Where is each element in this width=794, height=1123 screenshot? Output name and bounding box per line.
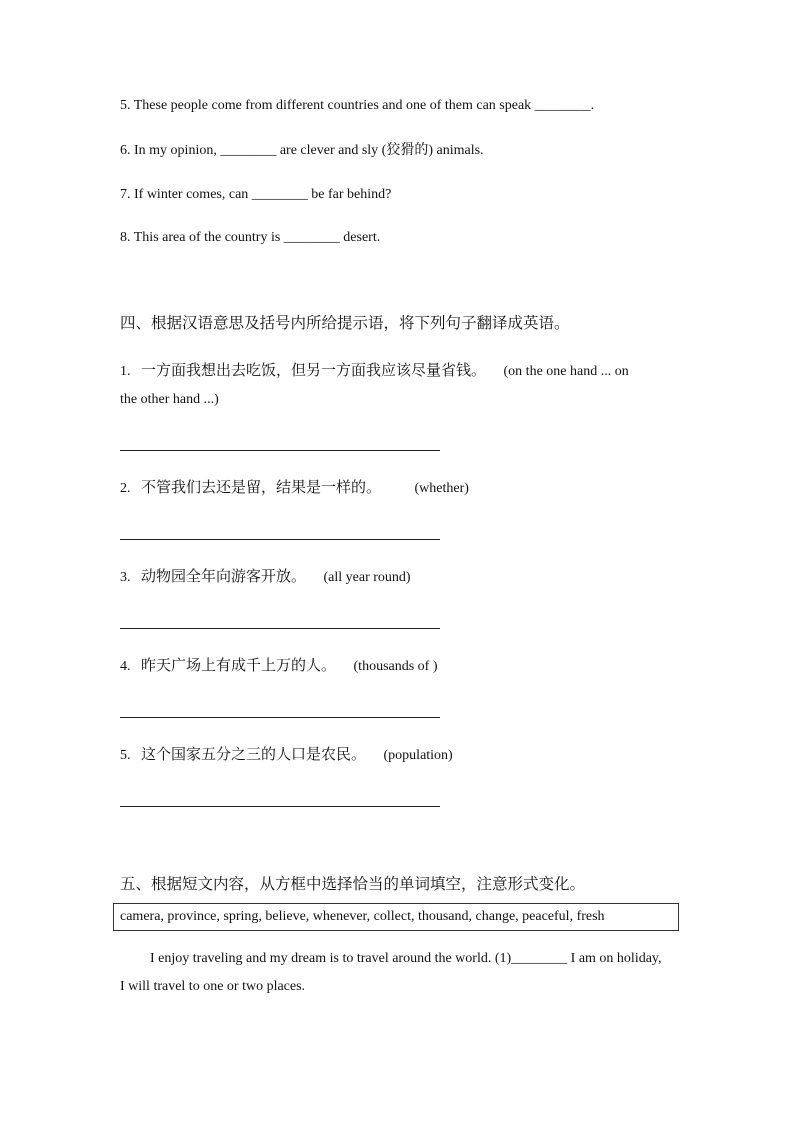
section-4-heading: 四、根据汉语意思及括号内所给提示语，将下列句子翻译成英语。 [120, 314, 570, 332]
chinese-sentence: 这个国家五分之三的人口是农民。 [141, 745, 367, 763]
item-number: 1. [120, 364, 131, 379]
hint-text: (population) [383, 748, 453, 763]
hint-text: (whether) [414, 481, 469, 496]
section-5-heading: 五、根据短文内容，从方框中选择恰当的单词填空，注意形式变化。 [120, 875, 586, 893]
chinese-sentence: 动物园全年向游客开放。 [141, 567, 307, 585]
hint-text: (on the one hand ... on [503, 364, 629, 379]
translation-item-2 [120, 478, 469, 498]
translation-item-1-hint-continued: the other hand ...) [120, 392, 219, 407]
chinese-sentence: 不管我们去还是留，结果是一样的。 [141, 478, 382, 496]
translation-item-1 [120, 361, 629, 381]
answer-line-1[interactable] [120, 450, 440, 451]
exercise-item-6: 6. In my opinion, ________ are clever and sly (狡猾的) animals. [120, 143, 484, 158]
chinese-sentence: 昨天广场上有成千上万的人。 [141, 656, 337, 674]
translation-item-5 [120, 745, 453, 765]
item-number: 2. [120, 481, 131, 496]
answer-line-2[interactable] [120, 539, 440, 540]
exercise-item-8: 8. This area of the country is ________ desert. [120, 230, 381, 245]
answer-line-4[interactable] [120, 717, 440, 718]
translation-item-3 [120, 567, 411, 587]
item-number: 4. [120, 659, 131, 674]
exercise-item-5: 5. These people come from different countries and one of them can speak ________. [120, 98, 595, 113]
passage-text: I enjoy traveling and my dream is to travel around the world. (1)________ I am on holiday, I will travel to one or two places. [120, 951, 662, 994]
translation-item-4 [120, 656, 438, 676]
hint-text: (all year round) [323, 570, 411, 585]
passage-paragraph [120, 945, 665, 1001]
word-bank-box: camera, province, spring, believe, whenever, collect, thousand, change, peaceful, fresh [113, 903, 679, 931]
item-number: 5. [120, 748, 131, 763]
answer-line-3[interactable] [120, 628, 440, 629]
hint-text: (thousands of ) [353, 659, 438, 674]
chinese-sentence: 一方面我想出去吃饭，但另一方面我应该尽量省钱。 [141, 361, 487, 379]
answer-line-5[interactable] [120, 806, 440, 807]
exercise-item-7: 7. If winter comes, can ________ be far behind? [120, 187, 392, 202]
item-number: 3. [120, 570, 131, 585]
